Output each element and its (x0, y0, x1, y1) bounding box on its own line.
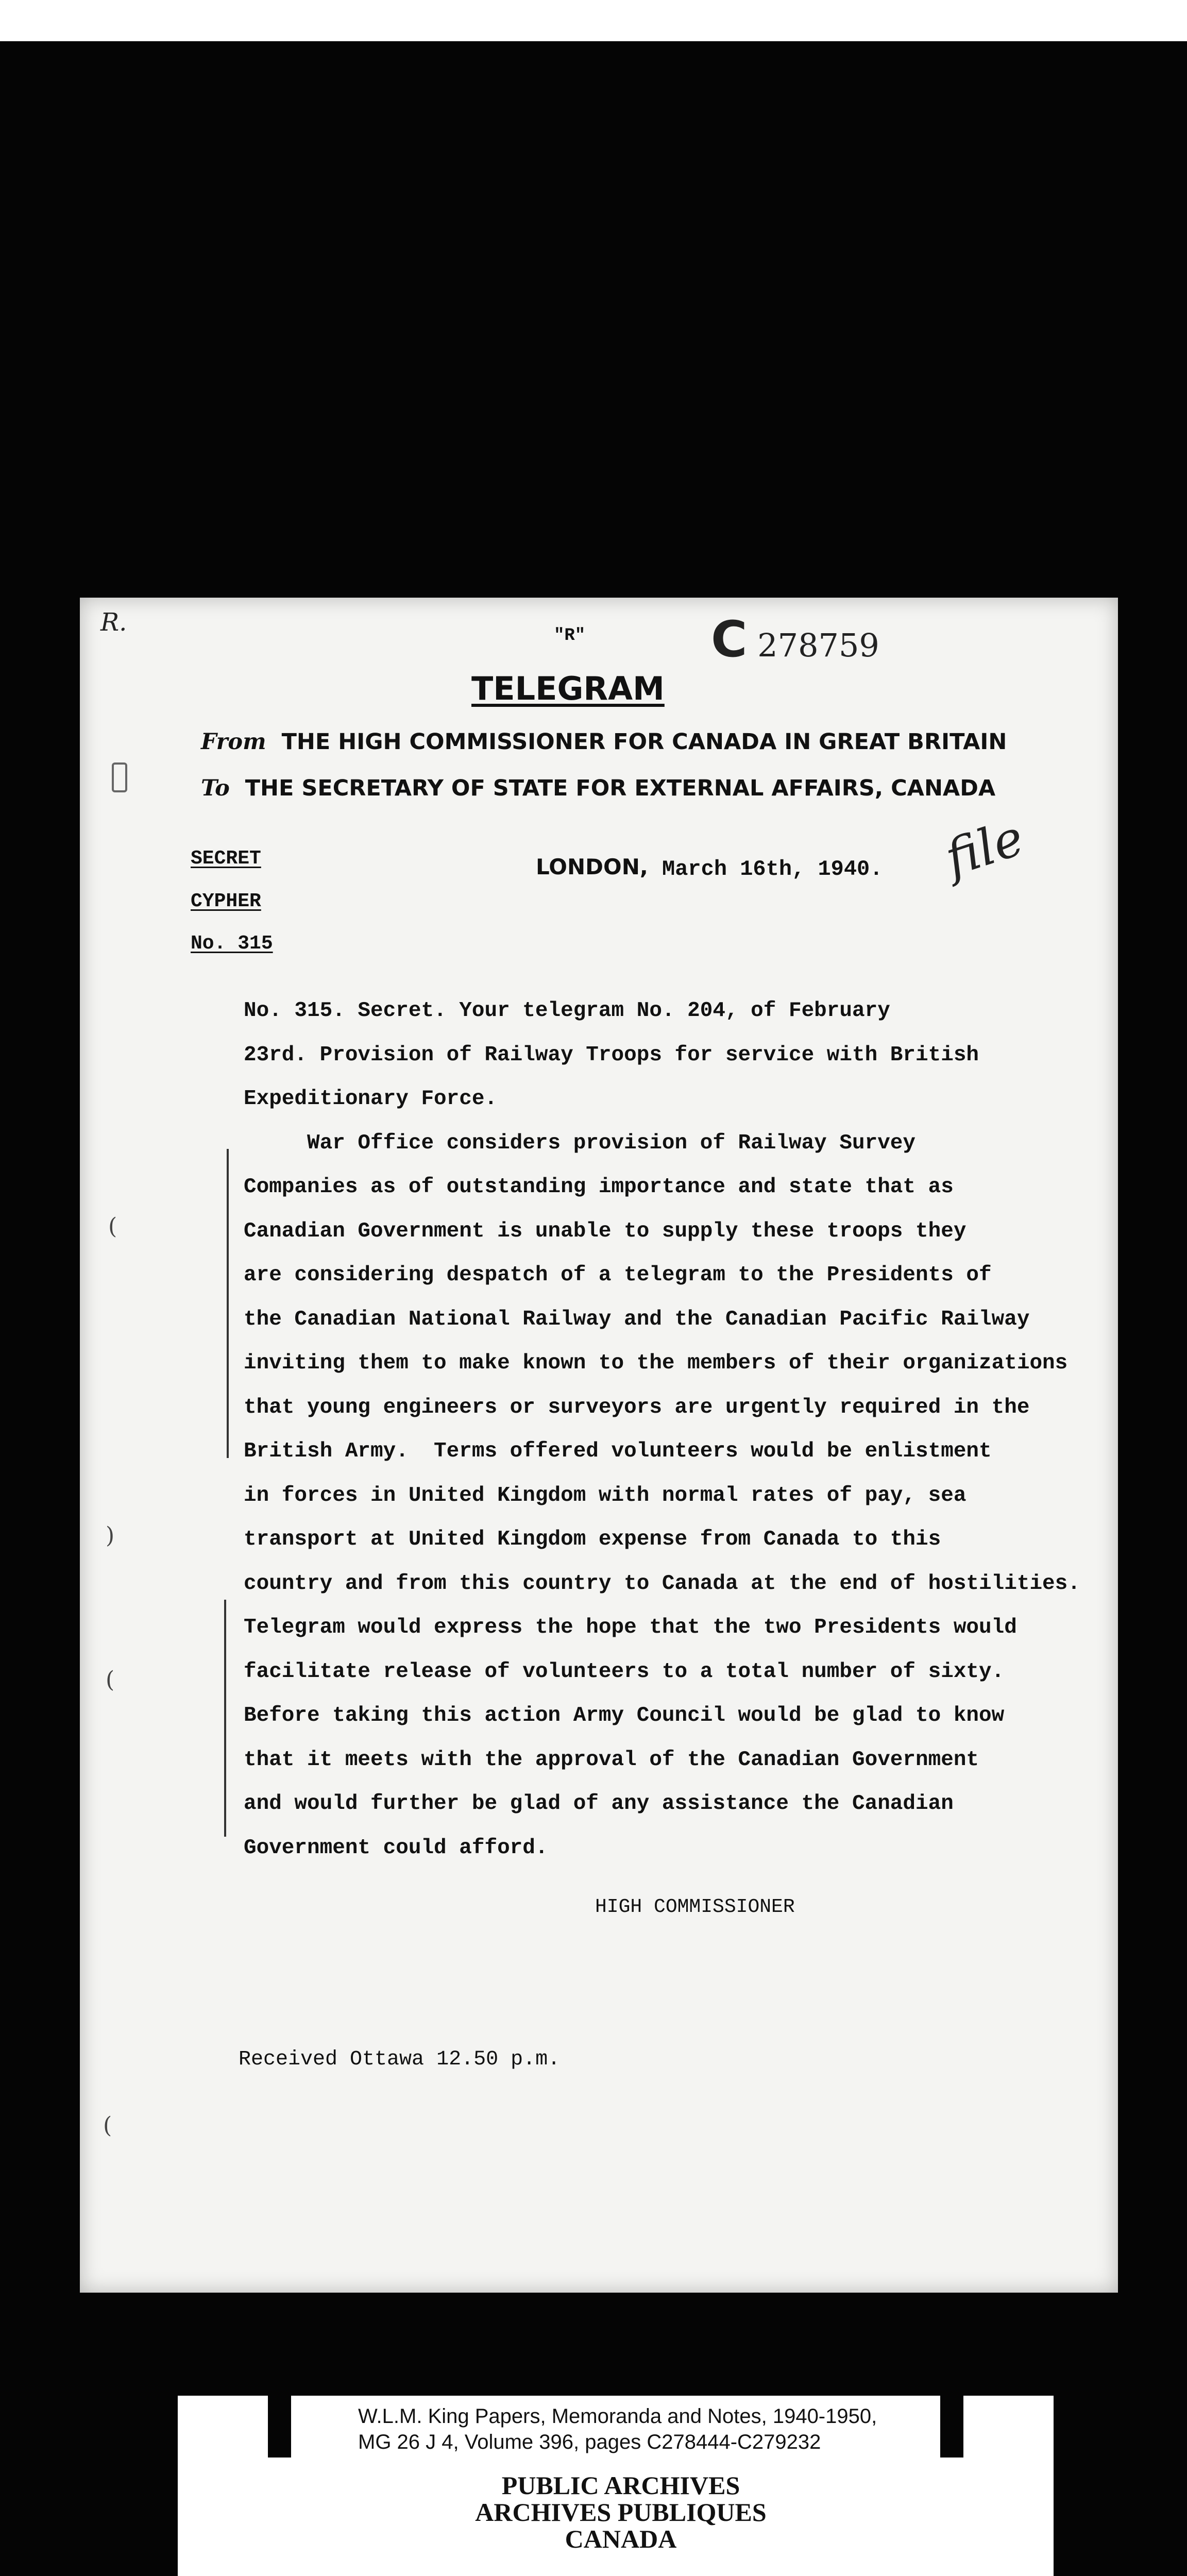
cypher-label: CYPHER (191, 890, 261, 912)
margin-mark-1: ( (108, 1213, 117, 1240)
archive-name-english: PUBLIC ARCHIVES (501, 2471, 740, 2500)
telegram-number-label: No. 315 (191, 933, 273, 955)
from-text: THE HIGH COMMISSIONER FOR CANADA IN GREAT BRITAIN (281, 729, 1007, 755)
secret-label: SECRET (191, 848, 261, 870)
body-line: inviting them to make known to the members of their organizations (244, 1351, 1068, 1375)
document-number-prefix: C (711, 611, 748, 668)
body-line: British Army. Terms offered volunteers would be enlistment (244, 1439, 992, 1463)
received-stamp: Received Ottawa 12.50 p.m. (239, 2048, 561, 2071)
body-line: Canadian Government is unable to supply these troops they (244, 1219, 966, 1243)
body-line: and would further be glad of any assistance the Canadian (244, 1792, 954, 1816)
body-line: Government could afford. (244, 1836, 548, 1860)
body-line: Telegram would express the hope that the two Presidents would (244, 1616, 1017, 1639)
to-line (201, 775, 995, 801)
body-line: No. 315. Secret. Your telegram No. 204, of February (244, 999, 890, 1023)
margin-bracket-upper (227, 1149, 229, 1458)
from-label: From (201, 729, 266, 755)
body-line: that young engineers or surveyors are urgently required in the (244, 1395, 1030, 1419)
place-label: LONDON, (536, 854, 648, 879)
archive-reference-line-2: MG 26 J 4, Volume 396, pages C278444-C279232 (358, 2431, 821, 2453)
body-line: the Canadian National Railway and the Canadian Pacific Railway (244, 1307, 1030, 1331)
document-number (711, 611, 879, 668)
date-label: March 16th, 1940. (662, 857, 883, 882)
body-line: in forces in United Kingdom with normal rates of pay, sea (244, 1483, 966, 1507)
binding-hole-mark (112, 762, 127, 792)
margin-mark-3: ( (106, 1667, 115, 1693)
archive-name-french: ARCHIVES PUBLIQUES (475, 2498, 767, 2527)
body-line: Before taking this action Army Council would be glad to know (244, 1704, 1005, 1727)
telegram-body (244, 989, 1080, 1870)
body-line: War Office considers provision of Railway Survey (244, 1131, 916, 1155)
body-line: facilitate release of volunteers to a total number of sixty. (244, 1659, 1005, 1684)
from-line (201, 729, 1007, 755)
to-text: THE SECRETARY OF STATE FOR EXTERNAL AFFAIRS, CANADA (245, 775, 996, 801)
body-line: transport at United Kingdom expense from Canada to this (244, 1528, 941, 1551)
telegram-document (80, 598, 1118, 2293)
margin-mark-2: ) (106, 1522, 115, 1549)
document-number-value: 278759 (757, 626, 879, 664)
body-line: that it meets with the approval of the Canadian Government (244, 1748, 979, 1772)
body-line: 23rd. Provision of Railway Troops for service with British (244, 1043, 979, 1067)
to-label: To (201, 775, 230, 801)
archive-country: CANADA (565, 2524, 677, 2553)
label-notch-left (268, 2391, 291, 2458)
corner-handwritten-mark: R. (100, 608, 127, 637)
margin-mark-4: ( (103, 2112, 112, 2139)
body-line: Companies as of outstanding importance and state that as (244, 1175, 954, 1199)
signature-line: HIGH COMMISSIONER (595, 1896, 795, 1918)
r-marker: "R" (554, 626, 586, 646)
archive-label-card (178, 2396, 1054, 2576)
file-handwritten-note: file (938, 808, 1031, 888)
label-notch-right (940, 2391, 963, 2458)
body-line: Expeditionary Force. (244, 1087, 498, 1111)
body-line: are considering despatch of a telegram to the Presidents of (244, 1263, 992, 1287)
archive-reference-line-1: W.L.M. King Papers, Memoranda and Notes, 1940-1950, (358, 2405, 877, 2428)
margin-bracket-lower (224, 1600, 226, 1837)
telegram-title: TELEGRAM (471, 670, 665, 707)
body-line: country and from this country to Canada at the end of hostilities. (244, 1571, 1080, 1596)
